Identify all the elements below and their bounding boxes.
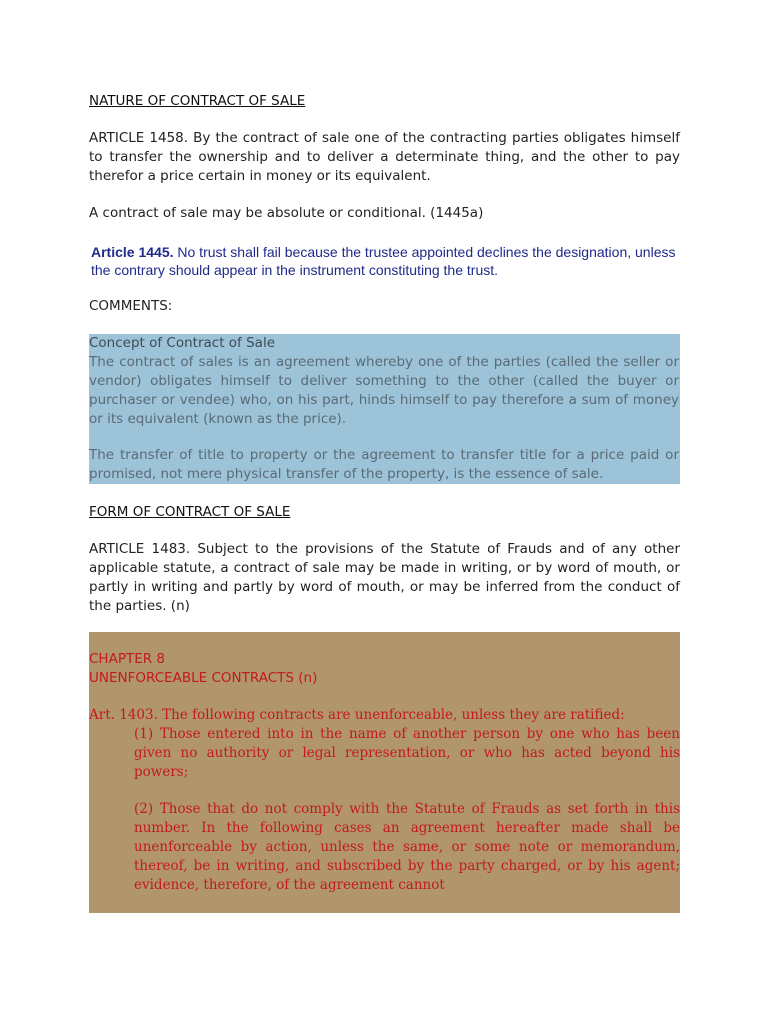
article-1445-text: No trust shall fail because the trustee appointed declines the designation, unless the contrary should appear in the instrument constituting the trust. [91, 244, 676, 278]
section-heading-nature: NATURE OF CONTRACT OF SALE [89, 93, 306, 109]
concept-para-1: The contract of sales is an agreement whereby one of the parties (called the seller or vendor) obligates himself to deliver something to the other (called the buyer or purchaser or vendee) who, on his part, hinds himself to pay therefore a sum of money or its equivalent (known as the price). [89, 354, 679, 427]
document-page [89, 92, 680, 913]
article-1445 [89, 243, 680, 279]
concept-title: Concept of Contract of Sale [89, 335, 275, 351]
item-1: (1) Those entered into in the name of another person by one who has been given no authority or legal representation, or who has acted beyond his powers; [134, 726, 680, 780]
article-1458: ARTICLE 1458. By the contract of sale one of the contracting parties obligates himself to transfer the ownership and to deliver a determinate thing, and the other to pay therefor a price certain in money or its equivalent. [89, 130, 680, 184]
article-1445-label: Article 1445. [91, 244, 174, 260]
chapter-box [89, 632, 680, 913]
absolute-or-conditional: A contract of sale may be absolute or conditional. (1445a) [89, 205, 484, 221]
comments-label: COMMENTS: [89, 298, 173, 314]
item-2: (2) Those that do not comply with the Statute of Frauds as set forth in this number. In the following cases an agreement hereafter made shall be unenforceable by action, unless the same, or some note or memorandum, thereof, be in writing, and subscribed by the party charged, or by his agent; evidence, therefore, of the agreement cannot [134, 801, 680, 893]
article-1483: ARTICLE 1483. Subject to the provisions of the Statute of Frauds and of any other applicable statute, a contract of sale may be made in writing, or by word of mouth, or partly in writing and partly by word of mouth, or may be inferred from the conduct of the parties. (n) [89, 541, 680, 614]
concept-para-2: The transfer of title to property or the agreement to transfer title for a price paid or promised, not mere physical transfer of the property, is the essence of sale. [89, 447, 679, 482]
chapter-title: UNENFORCEABLE CONTRACTS (n) [89, 670, 318, 686]
article-1403: Art. 1403. The following contracts are unenforceable, unless they are ratified: [89, 707, 625, 723]
chapter-number: CHAPTER 8 [89, 651, 165, 667]
section-heading-form: FORM OF CONTRACT OF SALE [89, 504, 291, 520]
concept-box [89, 334, 680, 484]
